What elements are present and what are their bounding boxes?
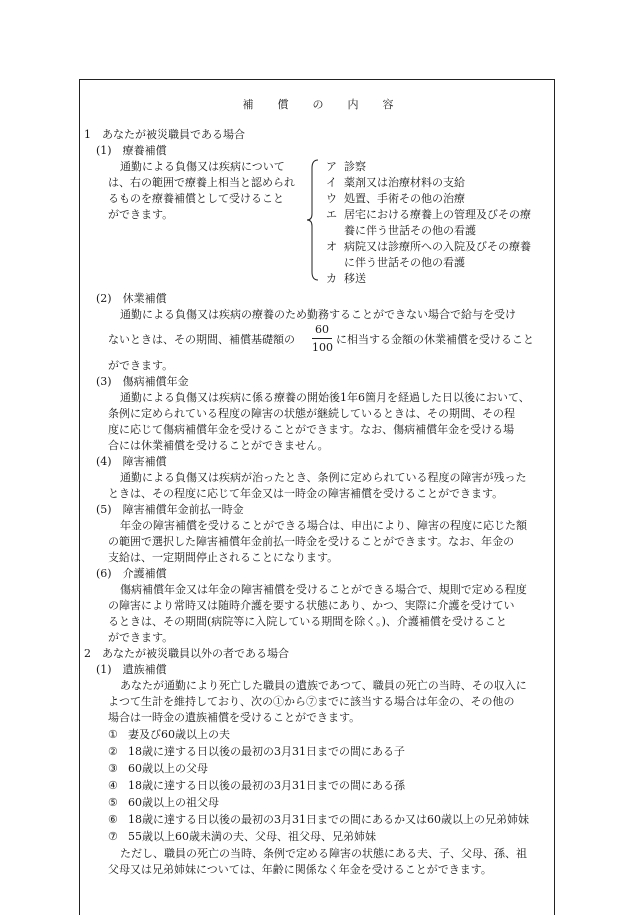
document-frame (79, 79, 555, 915)
sick-pension-line: 条例に定められている程度の障害の状態が継続しているときは、その期間、その程 (108, 407, 515, 420)
medical-item-key: オ (326, 240, 337, 253)
advance-line: の範囲で選択した障害補償年金前払一時金を受けることができます。なお、年金の (108, 535, 515, 548)
medical-body-line: ができます。 (108, 208, 174, 221)
sick-pension-heading: (3) 傷病補償年金 (96, 375, 189, 388)
medical-item-text: に伴う世話その他の看護 (344, 256, 465, 269)
survivor-tail-line: ただし、職員の死亡の当時、条例で定める障害の状態にある夫、子、父母、孫、祖 (120, 847, 527, 860)
sick-pension-line: 合には休業補償を受けることができません。 (108, 439, 329, 452)
survivor-heading: (1) 遺族補償 (96, 663, 167, 676)
medical-item-text: 居宅における療養上の管理及びその療 (344, 208, 531, 221)
disability-heading: (4) 障害補償 (96, 455, 167, 468)
sick-pension-line: 通勤による負傷又は疾病に係る療養の開始後1年6箇月を経過した日以後において、 (120, 391, 530, 404)
survivor-list-item: 60歳以上の祖父母 (128, 796, 219, 809)
title-char: 補 (242, 98, 254, 111)
section-2-heading: 2 あなたが被災職員以外の者である場合 (84, 647, 289, 660)
advance-line: 支給は、一定期間停止されることになります。 (108, 551, 339, 564)
survivor-list-key: ① (108, 728, 118, 741)
curly-brace (306, 158, 320, 282)
care-line: ができます。 (108, 631, 174, 644)
survivor-list-key: ④ (108, 779, 118, 792)
fraction-numerator: 60 (315, 323, 329, 336)
survivor-line: よつて生計を維持しており、次の①から⑦までに該当する場合は年金の、その他の (108, 695, 515, 708)
title-char: の (312, 98, 324, 111)
disability-line: 通勤による負傷又は疾病が治ったとき、条例に定められている程度の障害が残った (120, 471, 527, 484)
medical-item-key: ア (326, 160, 337, 173)
survivor-list-key: ⑥ (108, 813, 118, 826)
medical-item-key: エ (326, 208, 337, 221)
medical-body-line: は、右の範囲で療養上相当と認められ (108, 176, 295, 189)
survivor-list-item: 18歳に達する日以後の最初の3月31日までの間にある子 (128, 745, 405, 758)
title-char: 内 (347, 98, 359, 111)
care-heading: (6) 介護補償 (96, 567, 167, 580)
fraction-denominator: 100 (312, 341, 333, 354)
medical-item-key: ウ (326, 192, 337, 205)
medical-item-key: カ (326, 272, 337, 285)
advance-heading: (5) 障害補償年金前払一時金 (96, 503, 244, 516)
care-line: 傷病補償年金又は年金の障害補償を受けることができる場合で、規則で定める程度 (120, 583, 527, 596)
leave-heading: (2) 休業補償 (96, 292, 167, 305)
leave-body-line: 通勤による負傷又は疾病の療養のため勤務することができない場合で給与を受け (120, 308, 516, 321)
survivor-list-item: 55歳以上60歳未満の夫、父母、祖父母、兄弟姉妹 (128, 830, 376, 843)
medical-item-text: 処置、手術その他の治療 (344, 192, 465, 205)
medical-item-text: 診察 (344, 160, 366, 173)
survivor-line: 場合は一時金の遺族補償を受けることができます。 (108, 711, 361, 724)
medical-item-text: 養に伴う世話その他の看護 (344, 224, 476, 237)
survivor-list-item: 18歳に達する日以後の最初の3月31日までの間にあるか又は60歳以上の兄弟姉妹 (128, 813, 529, 826)
care-line: るときは、その期間(病院等に入院している期間を除く。)、介護補償を受けること (108, 615, 507, 628)
survivor-tail-line: 父母又は兄弟姉妹については、年齢に関係なく年金を受けることができます。 (108, 863, 492, 876)
medical-body-line: るものを療養補償として受けること (108, 192, 284, 205)
sick-pension-line: 度に応じて傷病補償年金を受けることができます。なお、傷病補償年金を受ける場 (108, 423, 515, 436)
leave-body-line: に相当する金額の休業補償を受けること (336, 333, 534, 346)
survivor-list-item: 妻及び60歳以上の夫 (128, 728, 230, 741)
survivor-line: あなたが通勤により死亡した職員の遺族であつて、職員の死亡の当時、その収入に (120, 679, 527, 692)
title-char: 容 (382, 98, 394, 111)
survivor-list-item: 18歳に達する日以後の最初の3月31日までの間にある孫 (128, 779, 405, 792)
advance-line: 年金の障害補償を受けることができる場合は、申出により、障害の程度に応じた額 (120, 519, 527, 532)
survivor-list-item: 60歳以上の父母 (128, 762, 208, 775)
survivor-list-key: ② (108, 745, 118, 758)
survivor-list-key: ⑦ (108, 830, 118, 843)
medical-item-text: 移送 (344, 272, 366, 285)
section-1-heading: 1 あなたが被災職員である場合 (84, 128, 245, 141)
leave-body-line: ないときは、その期間、補償基礎額の (108, 333, 295, 346)
survivor-list-key: ⑤ (108, 796, 118, 809)
disability-line: ときは、その程度に応じて年金又は一時金の障害補償を受けることができます。 (108, 487, 504, 500)
care-line: の障害により常時又は随時介護を要する状態にあり、かつ、実際に介護を受けてい (108, 599, 515, 612)
survivor-list-key: ③ (108, 762, 118, 775)
leave-body-line: ができます。 (108, 359, 174, 372)
medical-heading: (1) 療養補償 (96, 144, 167, 157)
title-char: 償 (277, 98, 289, 111)
page-title (80, 98, 556, 112)
medical-item-text: 薬剤又は治療材料の支給 (344, 176, 465, 189)
medical-item-text: 病院又は診療所への入院及びその療養 (344, 240, 531, 253)
medical-item-key: イ (326, 176, 337, 189)
fraction-line (312, 338, 332, 339)
medical-body-line: 通勤による負傷又は疾病について (120, 160, 285, 173)
